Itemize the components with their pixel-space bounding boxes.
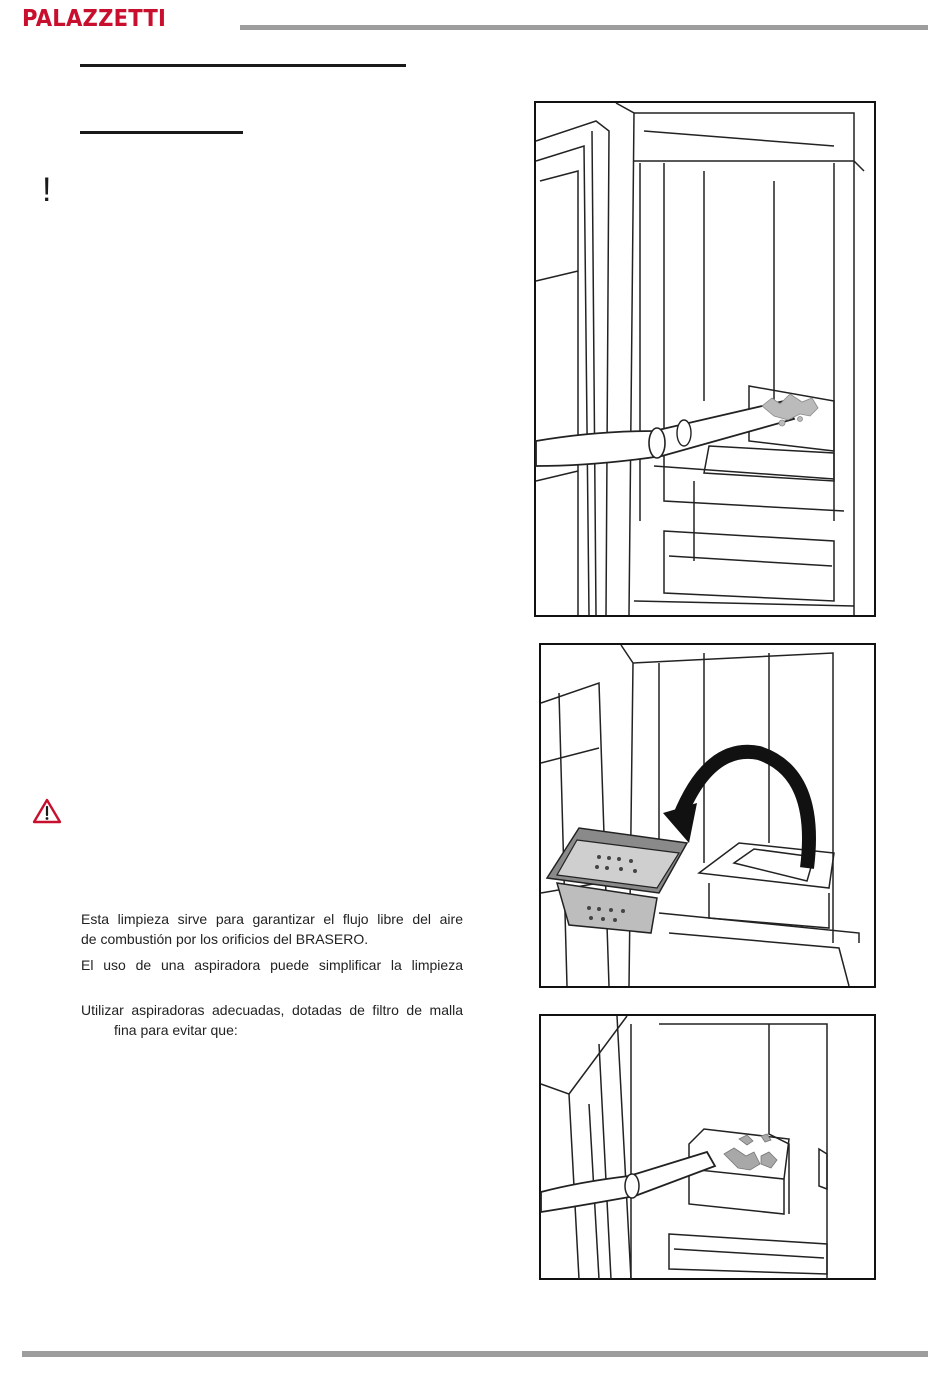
footer-rule bbox=[22, 1351, 928, 1357]
text-line: El uso de una aspiradora puede simplificar la limpieza bbox=[81, 957, 463, 973]
subsection-title-rule bbox=[80, 131, 243, 134]
section-title-rule bbox=[80, 64, 406, 67]
text-line: Esta limpieza sirve para garantizar el flujo libre del aire bbox=[81, 911, 463, 927]
text-line: Utilizar aspiradoras adecuadas, dotadas de filtro de malla bbox=[81, 1002, 463, 1018]
paragraph-vacuum bbox=[81, 955, 463, 975]
warning-triangle-icon bbox=[32, 798, 62, 824]
attention-mark: ! bbox=[42, 171, 52, 209]
paragraph-filter bbox=[81, 1000, 463, 1040]
figure-vacuum-cleaning-brazier-seat bbox=[539, 1014, 876, 1280]
text-line: de combustión por los orificios del BRASERO. bbox=[81, 931, 369, 947]
paragraph-purpose bbox=[81, 909, 463, 949]
text-line: fina para evitar que: bbox=[114, 1022, 238, 1038]
figure-vacuum-cleaning-brazier bbox=[534, 101, 876, 617]
brand-logo: PALAZZETTI bbox=[22, 6, 167, 32]
figure-brazier-removal bbox=[539, 643, 876, 988]
header-rule bbox=[240, 25, 928, 30]
